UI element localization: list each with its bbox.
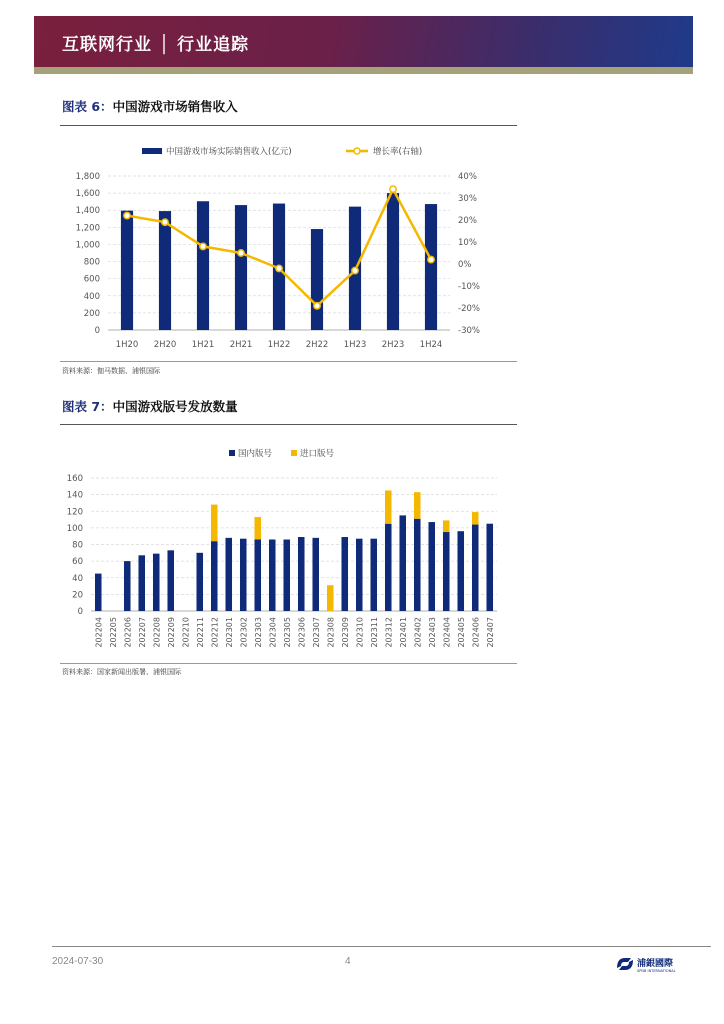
y-tick-label: 140 — [66, 490, 83, 501]
x-tick-label: 2H21 — [229, 340, 253, 350]
x-tick-label: 202304 — [268, 617, 278, 648]
point-growth-rate — [238, 250, 244, 256]
x-tick-label: 1H24 — [419, 340, 443, 350]
figure7-title: 中国游戏版号发放数量 — [112, 399, 238, 414]
bar-domestic-license — [414, 519, 421, 611]
figure6-top-rule — [60, 125, 517, 126]
bar-domestic-license — [341, 537, 348, 611]
header-title: 互联网行业 │ 行业追踪 — [62, 35, 250, 55]
bar-domestic-license — [399, 515, 406, 611]
x-tick-label: 202310 — [355, 617, 365, 648]
legend-label-domestic: 国内版号 — [238, 449, 273, 459]
bar-domestic-license — [486, 524, 493, 611]
legend-swatch-imported — [291, 450, 297, 456]
logo-text: 浦銀國際 — [637, 959, 674, 969]
bar-domestic-license — [283, 540, 290, 611]
y-tick-label: 400 — [83, 291, 100, 302]
point-growth-rate — [390, 186, 396, 192]
figure7-prefix: 图表 7： — [62, 399, 113, 414]
y2-tick-label: 30% — [458, 194, 477, 204]
footer-page-number: 4 — [345, 956, 351, 967]
bar-domestic-license — [370, 539, 377, 611]
y-tick-label: 0 — [94, 326, 100, 336]
bar-domestic-license — [138, 555, 145, 611]
figure6-source: 资料来源：伽马数据、浦银国际 — [62, 367, 160, 375]
bar-domestic-license — [269, 540, 276, 611]
bar-revenue — [235, 205, 247, 330]
bar-domestic-license — [312, 538, 319, 611]
bar-domestic-license — [167, 550, 174, 611]
bar-domestic-license — [95, 574, 102, 611]
legend-marker-growth — [354, 148, 360, 154]
point-growth-rate — [314, 303, 320, 309]
legend-swatch-revenue — [142, 148, 162, 154]
y-tick-label: 100 — [66, 523, 83, 534]
bar-domestic-license — [472, 525, 479, 611]
x-tick-label: 202211 — [195, 617, 205, 648]
x-tick-label: 202309 — [340, 617, 350, 648]
point-growth-rate — [352, 267, 358, 273]
bar-imported-license — [254, 517, 261, 539]
y-tick-label: 1,200 — [75, 223, 100, 234]
y2-tick-label: 10% — [458, 238, 477, 248]
x-tick-label: 202405 — [456, 617, 466, 648]
bar-revenue — [425, 204, 437, 330]
x-tick-label: 202312 — [384, 617, 394, 648]
x-tick-label: 202205 — [108, 617, 118, 648]
x-tick-label: 202209 — [166, 617, 176, 648]
y-tick-label: 120 — [66, 507, 83, 518]
y2-tick-label: -10% — [458, 282, 480, 292]
x-tick-label: 2H20 — [153, 340, 177, 350]
x-tick-label: 202207 — [137, 617, 147, 648]
y2-tick-label: 0% — [458, 260, 472, 270]
bar-domestic-license — [356, 539, 363, 611]
x-tick-label: 1H21 — [191, 340, 215, 350]
footer-date: 2024-07-30 — [52, 956, 104, 967]
x-tick-label: 202301 — [224, 617, 234, 648]
x-tick-label: 202302 — [239, 617, 249, 648]
y-tick-label: 40 — [72, 573, 83, 584]
figure7-top-rule — [60, 424, 517, 425]
bar-domestic-license — [298, 537, 305, 611]
header-stripe — [34, 67, 693, 74]
bar-imported-license — [211, 505, 218, 542]
bar-imported-license — [385, 490, 392, 523]
y-tick-label: 0 — [77, 607, 83, 617]
y2-tick-label: 20% — [458, 216, 477, 226]
bar-imported-license — [414, 492, 421, 519]
x-tick-label: 202401 — [398, 617, 408, 648]
bar-domestic-license — [153, 554, 160, 611]
chart-game-licenses — [60, 438, 520, 663]
bar-imported-license — [472, 512, 479, 524]
figure6-heading — [62, 97, 238, 115]
point-growth-rate — [428, 256, 434, 262]
legend-swatch-domestic — [229, 450, 235, 456]
figure6-title: 中国游戏市场销售收入 — [112, 99, 238, 114]
y-tick-label: 80 — [72, 540, 83, 551]
x-tick-label: 2H22 — [305, 340, 329, 350]
figure7-bottom-rule — [60, 663, 517, 664]
bar-revenue — [311, 229, 323, 330]
x-tick-label: 202311 — [369, 617, 379, 648]
bar-domestic-license — [124, 561, 131, 611]
y-tick-label: 200 — [83, 308, 100, 319]
x-tick-label: 202308 — [326, 617, 336, 648]
y-tick-label: 1,600 — [75, 189, 100, 200]
x-tick-label: 202306 — [297, 617, 307, 648]
point-growth-rate — [124, 212, 130, 218]
x-tick-label: 1H23 — [343, 340, 367, 350]
x-tick-label: 202204 — [94, 617, 104, 648]
bar-revenue — [159, 211, 171, 330]
y-tick-label: 1,800 — [75, 172, 100, 182]
figure7-heading — [62, 397, 238, 415]
logo-subtext: SPDB INTERNATIONAL — [637, 969, 676, 973]
y-tick-label: 60 — [72, 557, 83, 568]
bar-imported-license — [443, 520, 450, 532]
bar-domestic-license — [443, 532, 450, 611]
x-tick-label: 202210 — [181, 617, 191, 648]
x-tick-label: 202206 — [123, 617, 133, 648]
bar-domestic-license — [457, 531, 464, 611]
bar-revenue — [197, 201, 209, 330]
bar-domestic-license — [240, 539, 247, 611]
point-growth-rate — [200, 243, 206, 249]
y2-tick-label: 40% — [458, 172, 477, 182]
legend-label-imported: 进口版号 — [300, 449, 335, 459]
x-tick-label: 202402 — [413, 617, 423, 648]
spdb-logo — [615, 955, 680, 973]
bar-domestic-license — [385, 524, 392, 611]
x-tick-label: 202305 — [282, 617, 292, 648]
y-tick-label: 600 — [83, 274, 100, 285]
chart-game-revenue — [60, 135, 520, 360]
y-tick-label: 20 — [72, 590, 83, 601]
point-growth-rate — [162, 219, 168, 225]
bar-revenue — [387, 193, 399, 330]
x-tick-label: 202404 — [442, 617, 452, 648]
x-tick-label: 2H23 — [381, 340, 405, 350]
x-tick-label: 202403 — [427, 617, 437, 648]
bar-domestic-license — [254, 540, 261, 611]
x-tick-label: 202407 — [485, 617, 495, 648]
figure6-bottom-rule — [60, 361, 517, 362]
y-tick-label: 1,400 — [75, 206, 100, 217]
legend-label-revenue: 中国游戏市场实际销售收入(亿元) — [166, 147, 292, 157]
bar-domestic-license — [225, 538, 232, 611]
y-tick-label: 1,000 — [75, 240, 100, 251]
y2-tick-label: -20% — [458, 304, 480, 314]
bar-domestic-license — [428, 522, 435, 611]
footer-rule — [52, 946, 711, 947]
x-tick-label: 202212 — [210, 617, 220, 648]
y-tick-label: 800 — [83, 257, 100, 268]
bar-domestic-license — [196, 553, 203, 611]
x-tick-label: 202307 — [311, 617, 321, 648]
point-growth-rate — [276, 265, 282, 271]
bar-revenue — [121, 211, 133, 330]
y-tick-label: 160 — [66, 474, 83, 484]
figure6-prefix: 图表 6： — [62, 99, 113, 114]
legend-label-growth: 增长率(右轴) — [373, 147, 423, 157]
x-tick-label: 1H22 — [267, 340, 291, 350]
x-tick-label: 1H20 — [115, 340, 139, 350]
y2-tick-label: -30% — [458, 326, 480, 336]
figure7-source: 资料来源：国家新闻出版署、浦银国际 — [62, 668, 181, 676]
bar-imported-license — [327, 585, 334, 611]
x-tick-label: 202406 — [471, 617, 481, 648]
x-tick-label: 202208 — [152, 617, 162, 648]
bar-domestic-license — [211, 541, 218, 611]
x-tick-label: 202303 — [253, 617, 263, 648]
